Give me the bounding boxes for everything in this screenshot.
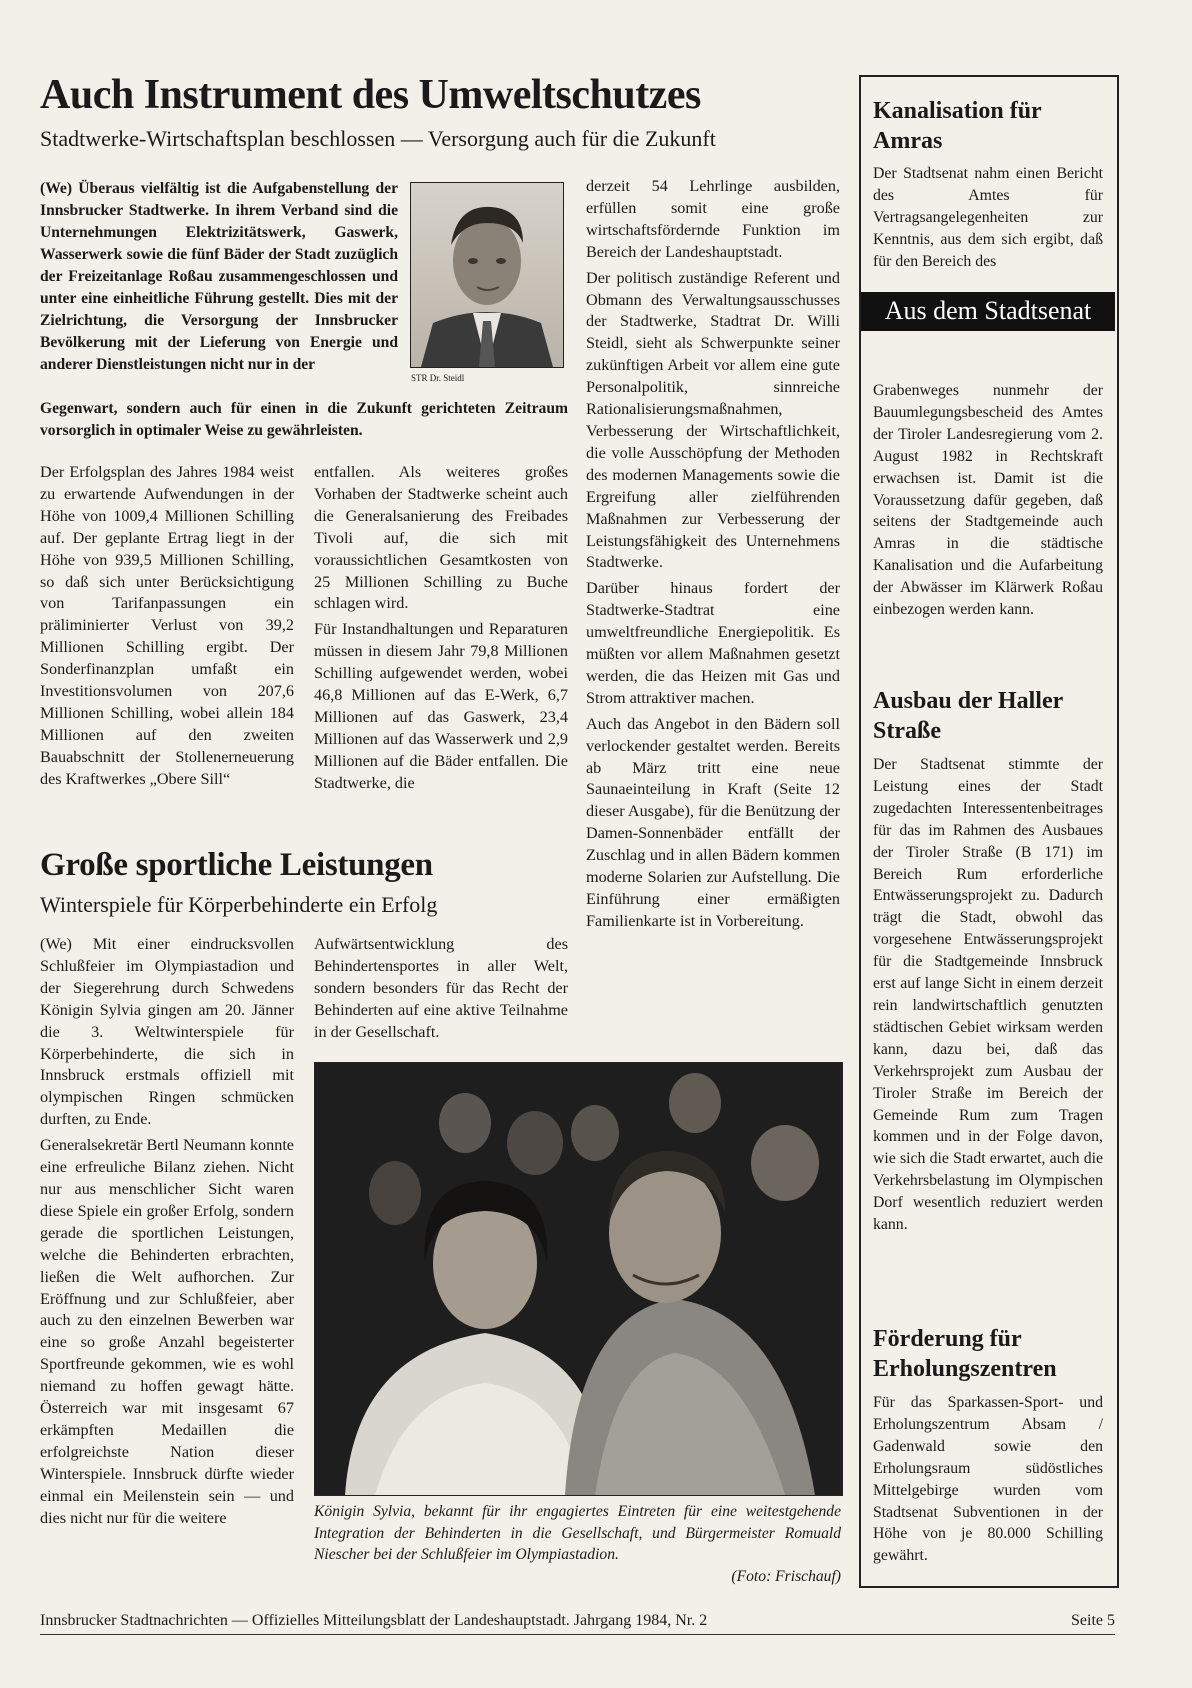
sidebar-section2-text: Der Stadtsenat stimmte der Leistung eines der Stadt zugedachten Interessentenbeitrages für das im Rahmen des Ausbaues der Tiroler Straße (B 171) im Bereich Rum erforderliche Entwässerungsprojekt zu. Dadurch trägt die Stadt, obwohl das vorgesehene Entwässerungsprojekt für die Stadtgemeinde Innsbruck erst auf lange Sicht in einem derzeit rein landwirtschaftlich genutzten städtischen Gebiet wirksam werden kann, dazu bei, daß das Verkehrsprojekt zum Ausbau der Tiroler Straße im Bereich der Gemeinde Rum zum Tragen kommen und in der Folge davon, wie sich die Stadt erwartet, auch die Verkehrsbelastung im Olympischen Dorf wesentlich reduziert werden kann. xyxy=(873,756,1103,1234)
article2-col2-text: Aufwärtsentwicklung des Behindertensportes in aller Welt, sondern besonders für das Recht der Behinderten auf eine aktive Teilnahme in der Gesellschaft. xyxy=(314,935,568,1041)
article2-headline: Große sportliche Leistungen xyxy=(40,847,433,883)
article1-column-1 xyxy=(40,462,294,791)
article2-column-1 xyxy=(40,934,294,1529)
article1-lead-continued: Gegenwart, sondern auch für einen in die Zukunft gerichteten Zeitraum vorsorglich in optimaler Weise zu gewährleisten. xyxy=(40,400,568,439)
sidebar-section3-title: Förderung für Erholungszentren xyxy=(873,1326,1057,1382)
article2-column-2 xyxy=(314,934,568,1044)
event-photo-illustration xyxy=(315,1063,842,1495)
event-photo-credit: (Foto: Frischauf) xyxy=(731,1568,841,1585)
portrait-illustration xyxy=(411,183,563,367)
article1-col3-paragraph-4: Auch das Angebot in den Bädern soll verlockender gestaltet werden. Bereits ab März tritt eine neue Saunaeinteilung in Kraft (Seite 12 dieser Ausgabe), für die Benützung der Damen-Sonnenbäder entfällt der Zuschlag und in allen Bädern kommen moderne Solarien zur Aufstellung. Die Einführung einer ermäßigten Familienkarte ist in Vorbereitung. xyxy=(586,714,840,930)
footer-divider xyxy=(40,1634,1115,1635)
article1-col2-paragraph-1: entfallen. Als weiteres großes Vorhaben der Stadtwerke scheint auch die Generalsanierung des Freibades Tivoli auf, die sich mit voraussichtlichen Gesamtkosten von 25 Millionen Schilling zu Buche schlagen wird. xyxy=(314,463,568,613)
article1-column-2 xyxy=(314,462,568,795)
article2-col1-paragraph-1: (We) Mit einer eindrucksvollen Schlußfeier im Olympiastadion und der Siegerehrung durch Schwedens Königin Sylvia gingen am 20. Jänner die 3. Weltwinterspiele für Körperbehinderte, die sich in Innsbruck erstmals offiziell mit olympischen Ringen schmücken durften, zu Ende. xyxy=(40,935,294,1129)
portrait-photo xyxy=(410,182,564,368)
sidebar-section1-text-b: Grabenweges nunmehr der Bauumlegungsbescheid des Amtes der Tiroler Landesregierung vom 2. August 1982 in Rechtskraft erwachsen ist. Damit ist die Voraussetzung dafür gegeben, daß seitens der Stadtgemeinde auch Amras in die städtische Kanalisation und die Aufarbeitung der Abwässer im Klärwerk Roßau einbezogen werden kann. xyxy=(873,382,1103,619)
sidebar-section1-title: Kanalisation für Amras xyxy=(873,98,1042,154)
event-photo xyxy=(314,1062,843,1496)
event-photo-caption: Königin Sylvia, bekannt für ihr engagiertes Eintreten für eine weitestgehende Integration der Behinderten in die Gesellschaft, und Bürgermeister Romuald Niescher bei der Schlußfeier im Olympiastadion. xyxy=(314,1503,841,1563)
portrait-caption: STR Dr. Steidl xyxy=(411,373,465,383)
article1-col3-paragraph-2: Der politisch zuständige Referent und Obmann des Verwaltungsausschusses der Stadtwerke, Stadtrat Dr. Willi Steidl, sieht als Schwerpunkte seiner zukünftigen Arbeit vor allem eine gute Personalpolitik, sinnreiche Rationalisierungsmaßnahmen, Verbesserung der Wirtschaftlichkeit, die volle Ausschöpfung der Methoden des modernen Managements sowie die Ergreifung aller zielführenden Maßnahmen zur Verbesserung der Leistungsfähigkeit des Unternehmens Stadtwerke. xyxy=(586,268,840,572)
article1-column-3 xyxy=(586,176,840,933)
article1-col1-text: Der Erfolgsplan des Jahres 1984 weist zu erwartende Aufwendungen in der Höhe von 1009,4 Millionen Schilling auf. Der geplante Ertrag liegt in der Höhe von 939,5 Millionen Schilling, so daß sich unter Berücksichtigung von Tarifanpassungen ein präliminierter Verlust von 39,2 Millionen Schilling ergibt. Der Sonderfinanzplan umfaßt ein Investitionsvolumen von 207,6 Millionen Schilling, wobei allein 184 Millionen auf den zweiten Bauabschnitt der Stollenerneuerung des Kraftwerkes „Obere Sill“ xyxy=(40,463,294,788)
sidebar-section1-text-a: Der Stadtsenat nahm einen Bericht des Amtes für Vertragsangelegenheiten zur Kenntnis, aus dem sich ergibt, daß für den Bereich des xyxy=(873,165,1103,270)
sidebar-section3-text: Für das Sparkassen-Sport- und Erholungszentrum Absam / Gadenwald sowie den Erholungsraum südöstliches Mittelgebirge wurden vom Stadtsenat Subventionen in der Höhe von je 80.000 Schilling gewährt. xyxy=(873,1394,1103,1565)
article2-col1-paragraph-2: Generalsekretär Bertl Neumann konnte eine erfreuliche Bilanz ziehen. Nicht nur aus menschlicher Sicht waren diese Spiele ein großer Erfolg, sondern gerade die sportlichen Leistungen, welche die Behinderten erbrachten, ließen die Welt aufhorchen. Zur Eröffnung und zur Schlußfeier, aber auch zu den einzelnen Bewerben war eine so große Anzahl begeisterter Sportfreunde gekommen, wie es wohl niemand zu hoffen gewagt hätte. Österreich war mit insgesamt 67 erkämpften Medaillen die erfolgreichste Nation dieser Winterspiele. Innsbruck dürfte wieder einmal ein Meilenstein sein — und dies nicht nur für die weitere xyxy=(40,1136,294,1527)
article1-col3-paragraph-3: Darüber hinaus fordert der Stadtwerke-Stadtrat eine umweltfreundliche Energiepolitik. Es müßten vor allem Maßnahmen gesetzt werden, die das Heizen mit Gas und Strom attraktiver machen. xyxy=(586,579,840,707)
article1-col2-paragraph-2: Für Instandhaltungen und Reparaturen müssen in diesem Jahr 79,8 Millionen Schilling aufgewendet werden, wobei 46,8 Millionen auf das E-Werk, 6,7 Millionen auf das Gaswerk, 23,4 Millionen auf das Wasserwerk und 2,9 Millionen auf die Bäder entfallen. Die Stadtwerke, die xyxy=(314,620,568,792)
article1-subheadline: Stadtwerke-Wirtschaftsplan beschlossen — Versorgung auch für die Zukunft xyxy=(40,126,716,151)
sidebar-banner: Aus dem Stadtsenat xyxy=(861,292,1115,331)
article1-col3-paragraph-1: derzeit 54 Lehrlinge ausbilden, erfüllen somit eine große wirtschaftsfördernde Funktion im Bereich der Landeshauptstadt. xyxy=(586,177,840,261)
article2-subheadline: Winterspiele für Körperbehinderte ein Erfolg xyxy=(40,892,438,917)
footer-publication: Innsbrucker Stadtnachrichten — Offizielles Mitteilungsblatt der Landeshauptstadt. Jahrgang 1984, Nr. 2 xyxy=(40,1612,708,1629)
sidebar-section2-title: Ausbau der Haller Straße xyxy=(873,688,1063,744)
footer-page-number: Seite 5 xyxy=(1071,1612,1115,1629)
article1-headline: Auch Instrument des Umweltschutzes xyxy=(40,72,701,118)
article1-lead: (We) Überaus vielfältig ist die Aufgabenstellung der Innsbrucker Stadtwerke. In ihrem Verband sind die Unternehmungen Elektrizitätswerk, Gaswerk, Wasserwerk sowie die fünf Bäder der Stadt zuzüglich der Freizeitanlage Roßau zusammengeschlossen und unter eine einheitliche Führung gestellt. Dies mit der Zielrichtung, die Versorgung der Innsbrucker Bevölkerung mit der Lieferung von Energie und anderer Dienstleistungen nicht nur in der xyxy=(40,180,398,373)
